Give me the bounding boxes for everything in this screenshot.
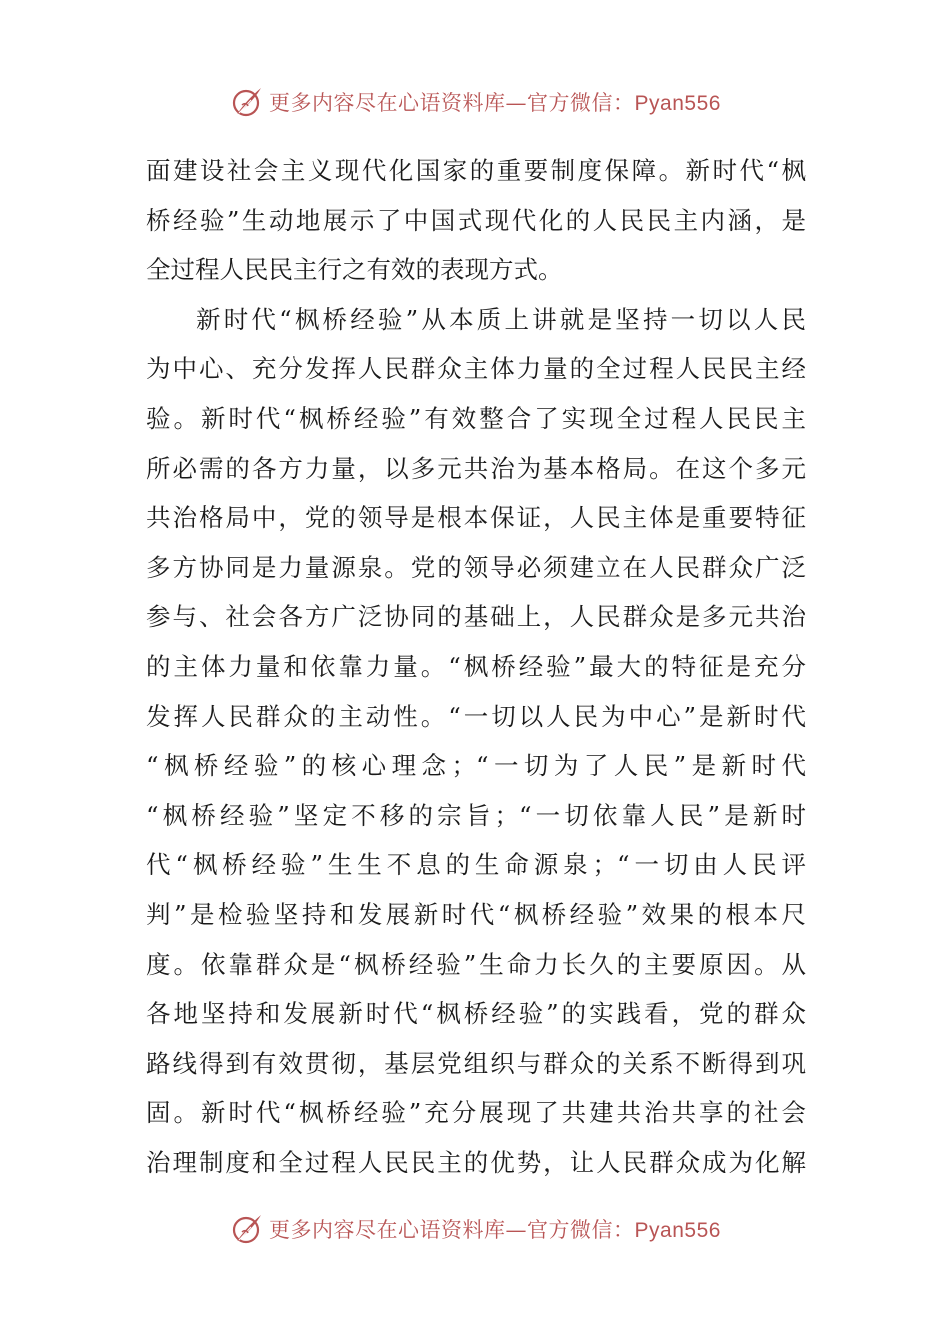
text-line: 新时代“枫桥经验”从本质上讲就是坚持一切以人民 [196,304,806,334]
text-line: 代“枫桥经验”生生不息的生命源泉；“一切由人民评 [146,850,806,880]
text-line: “枫桥经验”的核心理念；“一切为了人民”是新时代 [146,751,806,781]
text-line: 面建设社会主义现代化国家的重要制度保障。新时代“枫 [146,156,806,185]
paragraph-2 [146,295,806,1188]
text-line: 共治格局中，党的领导是根本保证，人民主体是重要特征 [146,503,806,533]
header-banner-text: 更多内容尽在心语资料库—官方微信：Pyan556 [269,91,721,115]
text-line: 治理制度和全过程人民民主的优势，让人民群众成为化解 [146,1147,806,1177]
footer-banner-text: 更多内容尽在心语资料库—官方微信：Pyan556 [269,1218,721,1242]
text-line: 固。新时代“枫桥经验”充分展现了共建共治共享的社会 [146,1098,806,1128]
header-banner-handle: Pyan556 [634,92,721,115]
text-line: “枫桥经验”坚定不移的宗旨；“一切依靠人民”是新时 [146,800,806,830]
text-line: 判”是检验坚持和发展新时代“枫桥经验”效果的根本尺 [146,899,806,929]
document-body [146,146,806,1187]
text-line: 为中心、充分发挥人民群众主体力量的全过程人民民主经 [146,354,806,384]
text-line: 路线得到有效贯彻，基层党组织与群众的关系不断得到巩 [146,1048,806,1078]
footer-banner [0,1209,950,1249]
header-banner [0,82,950,122]
text-line: 各地坚持和发展新时代“枫桥经验”的实践看，党的群众 [146,999,806,1029]
text-line: 桥经验”生动地展示了中国式现代化的人民民主内涵，是 [146,205,806,235]
text-line: 多方协同是力量源泉。党的领导必须建立在人民群众广泛 [146,552,806,582]
text-line: 所必需的各方力量，以多元共治为基本格局。在这个多元 [146,453,806,483]
text-line: 验。新时代“枫桥经验”有效整合了实现全过程人民民主 [146,403,806,433]
paragraph-1 [146,146,806,295]
text-line: 度。依靠群众是“枫桥经验”生命力长久的主要原因。从 [146,949,806,979]
text-line: 发挥人民群众的主动性。“一切以人民为中心”是新时代 [146,701,806,731]
text-line: 全过程人民民主行之有效的表现方式。 [146,255,563,285]
feather-pen-circle-icon [229,1211,265,1247]
text-line: 的主体力量和依靠力量。“枫桥经验”最大的特征是充分 [146,651,806,681]
feather-pen-circle-icon [229,84,265,120]
footer-banner-handle: Pyan556 [634,1219,721,1242]
text-line: 参与、社会各方广泛协同的基础上，人民群众是多元共治 [146,602,806,632]
